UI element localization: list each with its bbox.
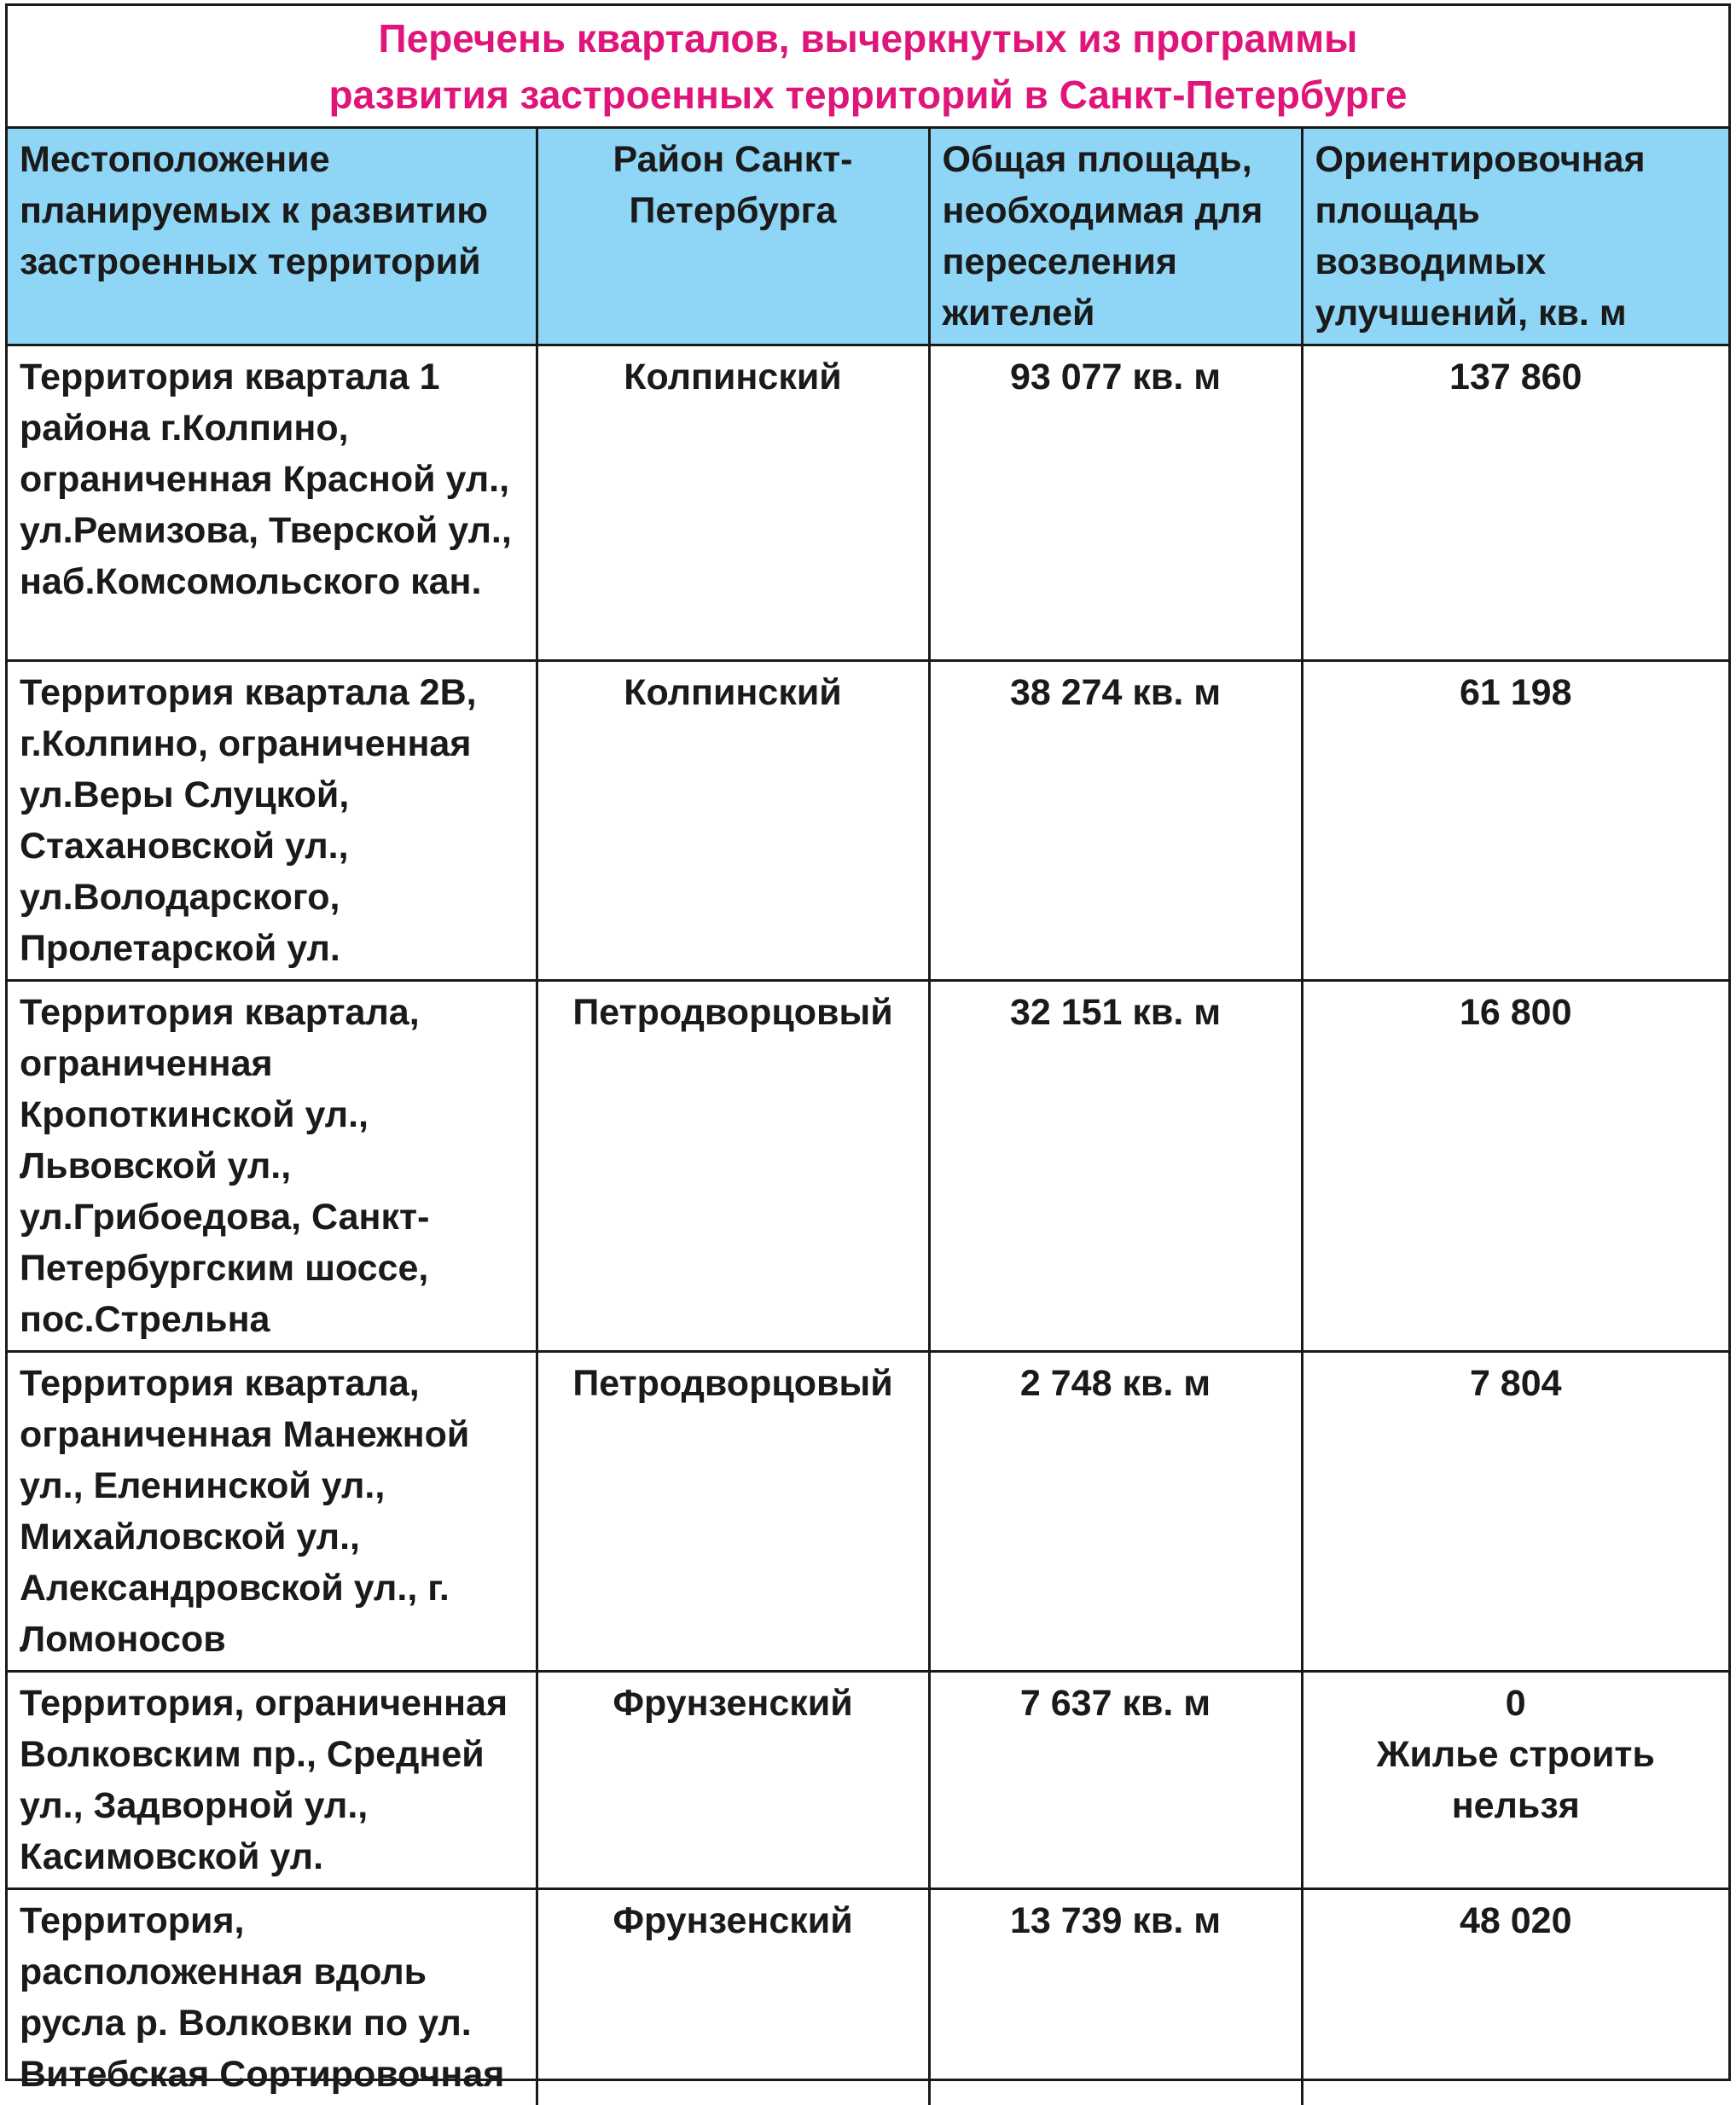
cell-area-improvements <box>1302 661 1728 981</box>
table-row <box>8 981 1728 1352</box>
table-row <box>8 345 1728 661</box>
table-row <box>8 1352 1728 1672</box>
title-line-1: Перечень кварталов, вычеркнутых из программы <box>379 10 1358 67</box>
area-improvements-value: 61 198 <box>1315 667 1717 718</box>
cell-area-resettlement: 93 077 кв. м <box>929 345 1302 661</box>
table-row <box>8 1889 1728 2105</box>
title-line-2: развития застроенных территорий в Санкт-Петербурге <box>328 67 1407 123</box>
cell-area-improvements <box>1302 1352 1728 1672</box>
cell-location: Территория квартала 2В, г.Колпино, ограниченная ул.Веры Слуцкой, Стахановской ул., ул.Володарского, Пролетарской ул. <box>8 661 537 981</box>
cell-district: Колпинский <box>537 345 929 661</box>
cell-district: Фрунзенский <box>537 1672 929 1889</box>
area-improvements-value: 7 804 <box>1315 1358 1717 1409</box>
document-page <box>5 3 1731 2081</box>
cell-area-resettlement: 32 151 кв. м <box>929 981 1302 1352</box>
cell-district: Колпинский <box>537 661 929 981</box>
area-improvements-value: 0 <box>1315 1678 1717 1729</box>
cell-area-resettlement: 7 637 кв. м <box>929 1672 1302 1889</box>
header-area-resettlement: Общая площадь, необходимая для переселения жителей <box>929 129 1302 345</box>
document-title <box>8 6 1728 129</box>
cell-district: Петродворцовый <box>537 981 929 1352</box>
cell-location: Территория квартала, ограниченная Кропоткинской ул., Львовской ул., ул.Грибоедова, Санкт-Петербургским шоссе, пос.Стрельна <box>8 981 537 1352</box>
cell-location: Территория квартала 1 района г.Колпино, ограниченная Красной ул., ул.Ремизова, Тверской ул., наб.Комсомольского кан. <box>8 345 537 661</box>
area-improvements-note: Жилье строить нельзя <box>1315 1729 1717 1831</box>
cell-location: Территория квартала, ограниченная Манежной ул., Еленинской ул., Михайловской ул., Александровской ул., г. Ломоносов <box>8 1352 537 1672</box>
header-district: Район Санкт-Петербурга <box>537 129 929 345</box>
cell-area-resettlement: 13 739 кв. м <box>929 1889 1302 2105</box>
area-improvements-value: 16 800 <box>1315 987 1717 1038</box>
quarters-table <box>8 129 1728 2105</box>
cell-district: Петродворцовый <box>537 1352 929 1672</box>
cell-area-improvements <box>1302 981 1728 1352</box>
table-header-row <box>8 129 1728 345</box>
cell-area-improvements <box>1302 1889 1728 2105</box>
cell-location: Территория, расположенная вдоль русла р. Волковки по ул. Витебская Сортировочная <box>8 1889 537 2105</box>
table-row <box>8 1672 1728 1889</box>
header-area-improvements: Ориентировочная площадь возводимых улучшений, кв. м <box>1302 129 1728 345</box>
area-improvements-value: 137 860 <box>1315 351 1717 403</box>
cell-location: Территория, ограниченная Волковским пр., Средней ул., Задворной ул., Касимовской ул. <box>8 1672 537 1889</box>
header-location: Местоположение планируемых к развитию застроенных территорий <box>8 129 537 345</box>
cell-district: Фрунзенский <box>537 1889 929 2105</box>
cell-area-improvements <box>1302 345 1728 661</box>
area-improvements-value: 48 020 <box>1315 1895 1717 1946</box>
cell-area-improvements <box>1302 1672 1728 1889</box>
table-row <box>8 661 1728 981</box>
cell-area-resettlement: 38 274 кв. м <box>929 661 1302 981</box>
cell-area-resettlement: 2 748 кв. м <box>929 1352 1302 1672</box>
